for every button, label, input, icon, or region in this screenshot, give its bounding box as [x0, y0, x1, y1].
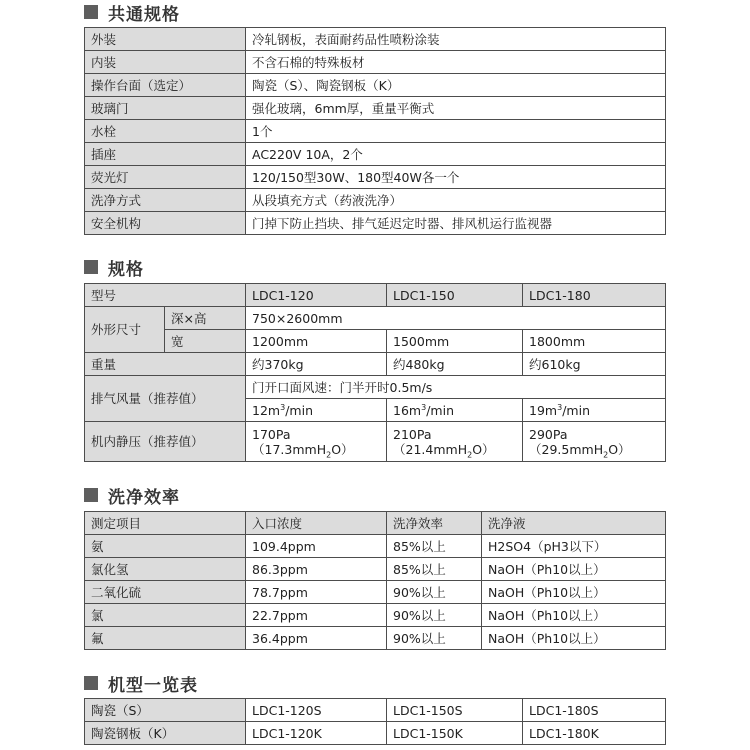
table-row: [85, 376, 666, 399]
table-row: [85, 353, 666, 376]
table-row: [85, 51, 666, 74]
table-row: [85, 212, 666, 235]
column-header: 洗净效率: [387, 512, 482, 535]
common-spec-table: [84, 27, 666, 235]
row-value: 1个: [246, 120, 666, 143]
section-common-title: [84, 0, 180, 24]
row-label: 水栓: [85, 120, 246, 143]
cell: LDC1-150K: [387, 722, 523, 745]
cell: LDC1-120S: [246, 699, 387, 722]
model-spec-table: [84, 283, 666, 462]
section-spec-title: [84, 255, 144, 279]
table-row: [85, 627, 666, 650]
column-header: 入口浓度: [246, 512, 387, 535]
row-value: 不含石棉的特殊板材: [246, 51, 666, 74]
cell: 90%以上: [387, 604, 482, 627]
table-row: [85, 558, 666, 581]
table-row: [85, 97, 666, 120]
cell: 86.3ppm: [246, 558, 387, 581]
cell: LDC1-180K: [523, 722, 666, 745]
cell: 氨: [85, 535, 246, 558]
cell: LDC1-150S: [387, 699, 523, 722]
cell: 90%以上: [387, 627, 482, 650]
cell: 陶瓷（S）: [85, 699, 246, 722]
table-header-row: [85, 284, 666, 307]
row-label: 安全机构: [85, 212, 246, 235]
section-square-icon: [84, 5, 98, 19]
table-row: [85, 307, 666, 330]
exhaust-value: $12m^3/\min$: [246, 399, 387, 422]
model-header-cell: LDC1-150: [387, 284, 523, 307]
cell: 二氧化硫: [85, 581, 246, 604]
row-value: 陶瓷（S）、陶瓷钢板（K）: [246, 74, 666, 97]
width-value: 1500mm: [387, 330, 523, 353]
cell: LDC1-120K: [246, 722, 387, 745]
column-header: 测定项目: [85, 512, 246, 535]
model-list-table: [84, 698, 666, 745]
cell: 氟: [85, 627, 246, 650]
section-title-text: 机型一览表: [108, 675, 198, 696]
table-row: [85, 143, 666, 166]
depth-height-label: 深×高: [165, 307, 246, 330]
table-row: [85, 189, 666, 212]
row-label: 操作台面（选定）: [85, 74, 246, 97]
cell: NaOH（Ph10以上）: [482, 627, 666, 650]
table-row: [85, 120, 666, 143]
model-header-label: 型号: [85, 284, 246, 307]
cell: H2SO4（pH3以下）: [482, 535, 666, 558]
cell: 氯化氢: [85, 558, 246, 581]
table-row: [85, 535, 666, 558]
pressure-value: 290Pa （29.5mmH$_2$O）: [523, 422, 666, 462]
row-value: 120/150型30W、180型40W各一个: [246, 166, 666, 189]
row-label: 内装: [85, 51, 246, 74]
cell: 22.7ppm: [246, 604, 387, 627]
cell: 氯: [85, 604, 246, 627]
section-title-text: 洗净效率: [108, 487, 180, 508]
exhaust-value: $19m^3/\min$: [523, 399, 666, 422]
weight-value: 约370kg: [246, 353, 387, 376]
pressure-label: 机内静压（推荐值）: [85, 422, 246, 462]
exhaust-note: 门开口面风速：门半开时0.5m/s: [246, 376, 666, 399]
table-row: [85, 74, 666, 97]
table-row: [85, 604, 666, 627]
section-efficiency-title: [84, 483, 180, 507]
cell: NaOH（Ph10以上）: [482, 558, 666, 581]
section-models-title: [84, 671, 198, 695]
width-label: 宽: [165, 330, 246, 353]
exhaust-value: $16m^3/\min$: [387, 399, 523, 422]
cell: 109.4ppm: [246, 535, 387, 558]
section-square-icon: [84, 488, 98, 502]
cell: 85%以上: [387, 558, 482, 581]
section-title-text: 共通规格: [108, 4, 180, 25]
table-row: [85, 722, 666, 745]
row-label: 荧光灯: [85, 166, 246, 189]
row-value: 冷轧钢板，表面耐药品性喷粉涂装: [246, 28, 666, 51]
model-header-cell: LDC1-180: [523, 284, 666, 307]
cell: NaOH（Ph10以上）: [482, 581, 666, 604]
pressure-value: 170Pa （17.3mmH$_2$O）: [246, 422, 387, 462]
cell: 85%以上: [387, 535, 482, 558]
table-row: [85, 330, 666, 353]
cell: 36.4ppm: [246, 627, 387, 650]
row-label: 插座: [85, 143, 246, 166]
exhaust-label: 排气风量（推荐值）: [85, 376, 246, 422]
weight-label: 重量: [85, 353, 246, 376]
model-header-cell: LDC1-120: [246, 284, 387, 307]
depth-height-value: 750×2600mm: [246, 307, 666, 330]
section-square-icon: [84, 260, 98, 274]
width-value: 1200mm: [246, 330, 387, 353]
section-square-icon: [84, 676, 98, 690]
dims-label: 外形尺寸: [85, 307, 165, 353]
row-label: 洗净方式: [85, 189, 246, 212]
table-row: [85, 581, 666, 604]
row-label: 玻璃门: [85, 97, 246, 120]
pressure-value: 210Pa （21.4mmH$_2$O）: [387, 422, 523, 462]
cell: 陶瓷钢板（K）: [85, 722, 246, 745]
cell: NaOH（Ph10以上）: [482, 604, 666, 627]
row-label: 外装: [85, 28, 246, 51]
cell: 90%以上: [387, 581, 482, 604]
column-header: 洗净液: [482, 512, 666, 535]
row-value: 门掉下防止挡块、排气延迟定时器、排风机运行监视器: [246, 212, 666, 235]
table-row: [85, 422, 666, 462]
cell: LDC1-180S: [523, 699, 666, 722]
cell: 78.7ppm: [246, 581, 387, 604]
table-row: [85, 699, 666, 722]
table-row: [85, 166, 666, 189]
width-value: 1800mm: [523, 330, 666, 353]
section-title-text: 规格: [108, 259, 144, 280]
row-value: AC220V 10A，2个: [246, 143, 666, 166]
row-value: 强化玻璃，6mm厚，重量平衡式: [246, 97, 666, 120]
efficiency-table: [84, 511, 666, 650]
table-row: [85, 28, 666, 51]
weight-value: 约480kg: [387, 353, 523, 376]
weight-value: 约610kg: [523, 353, 666, 376]
row-value: 从段填充方式（药液洗净）: [246, 189, 666, 212]
table-header-row: [85, 512, 666, 535]
